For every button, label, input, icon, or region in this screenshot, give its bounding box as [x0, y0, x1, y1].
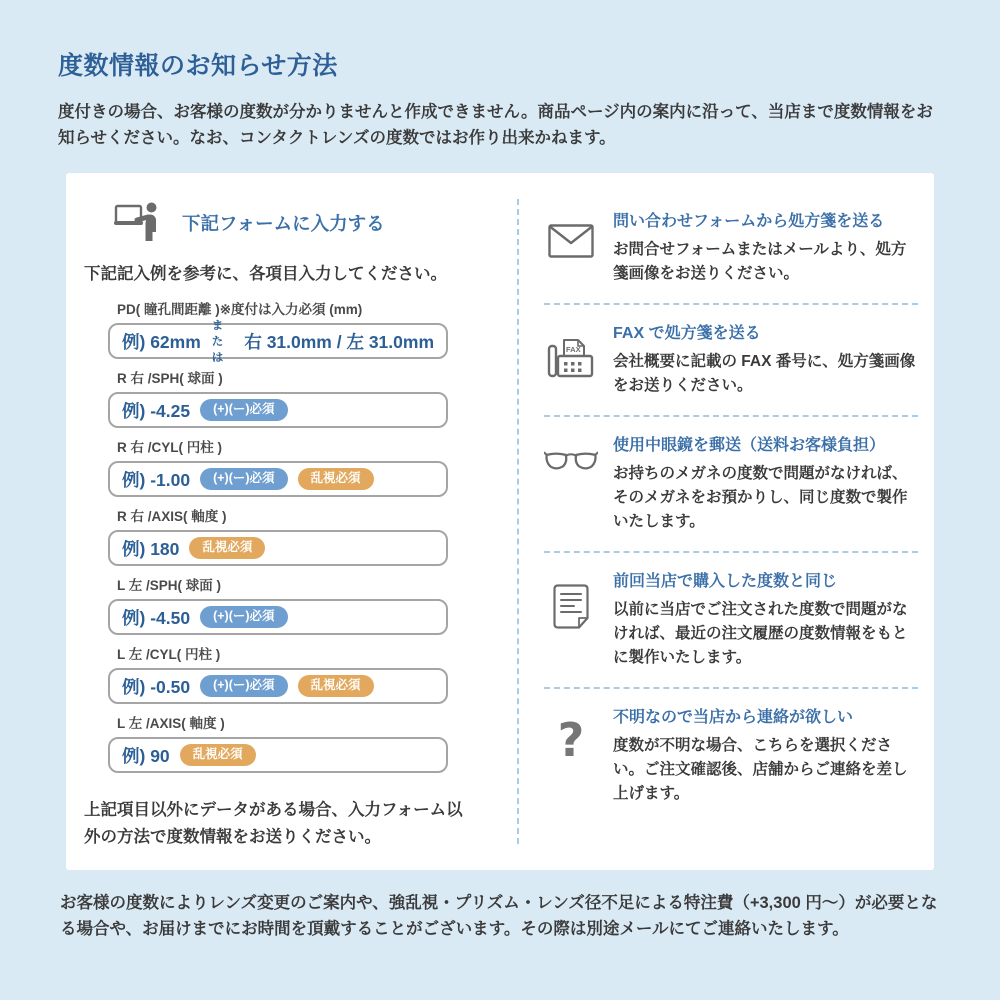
method-text — [613, 208, 918, 286]
plus-minus-required-badge: (+)(ー)必須 — [200, 468, 287, 490]
astigmatism-required-badge: 乱視必須 — [180, 744, 256, 766]
content-panel — [66, 173, 934, 870]
method-contact-form — [544, 193, 918, 303]
envelope-icon — [544, 208, 598, 286]
astigmatism-required-badge: 乱視必須 — [298, 675, 374, 697]
field-connector: または — [211, 320, 224, 365]
page-title: 度数情報のお知らせ方法 — [58, 52, 338, 80]
question-mark-icon: ? — [557, 713, 585, 768]
field-value: 例) -4.50 — [122, 607, 191, 628]
form-fields — [108, 298, 448, 773]
method-text — [613, 432, 918, 534]
method-title: 前回当店で購入した度数と同じ — [613, 573, 838, 591]
field-label-r-axis: R 右 /AXIS( 軸度 ) — [117, 509, 227, 525]
form-section-header — [84, 199, 476, 246]
method-text — [613, 704, 918, 806]
method-title: 不明なので当店から連絡が欲しい — [613, 709, 854, 727]
field-box-r-cyl — [108, 461, 448, 497]
form-section-title: 下記フォームに入力する — [182, 212, 385, 234]
field-box-l-cyl — [108, 668, 448, 704]
other-methods-column — [518, 173, 934, 870]
field-label-l-sph: L 左 /SPH( 球面 ) — [117, 578, 222, 594]
field-value: 例) 90 — [122, 745, 170, 766]
field-value: 例) -4.25 — [122, 400, 191, 421]
method-text — [613, 568, 918, 670]
field-value: 例) 180 — [122, 538, 180, 559]
field-label-l-axis: L 左 /AXIS( 軸度 ) — [117, 716, 225, 732]
method-title: 使用中眼鏡を郵送（送料お客様負担） — [613, 437, 886, 455]
method-body: お持ちのメガネの度数で問題がなければ、そのメガネをお預かりし、同じ度数で製作いたします。 — [613, 465, 908, 531]
method-text — [613, 320, 918, 398]
field-box-l-sph — [108, 599, 448, 635]
footer-notice: お客様の度数によりレンズ変更のご案内や、強乱視・プリズム・レンズ径不足による特注費（+3,300 円〜）が必要となる場合や、お届けまでにお時間を頂戴することがございます。その際は別途メールにてご連絡いたします。 — [60, 893, 938, 939]
field-box-l-axis — [108, 737, 448, 773]
method-mail-glasses — [544, 415, 918, 551]
plus-minus-required-badge: (+)(ー)必須 — [200, 675, 287, 697]
method-unknown-contact-me — [544, 687, 918, 823]
field-label-r-cyl: R 右 /CYL( 円柱 ) — [117, 440, 222, 456]
field-label-pd: PD( 瞳孔間距離 )※度付は入力必須 (mm) — [117, 302, 363, 318]
method-body: お問合せフォームまたはメールより、処方箋画像をお送りください。 — [613, 241, 907, 283]
method-body: 度数が不明な場合、こちらを選択ください。ご注文確認後、店舗からご連絡を差し上げます。 — [613, 737, 908, 803]
field-label-r-sph: R 右 /SPH( 球面 ) — [117, 371, 223, 387]
fax-icon — [544, 320, 598, 398]
svg-text:FAX: FAX — [566, 345, 581, 355]
astigmatism-required-badge: 乱視必須 — [298, 468, 374, 490]
field-label-l-cyl: L 左 /CYL( 円柱 ) — [117, 647, 221, 663]
intro-paragraph: 度付きの場合、お客様の度数が分かりませんと作成できません。商品ページ内の案内に沿って、当店まで度数情報をお知らせください。なお、コンタクトレンズの度数ではお作り出来かねます。 — [58, 103, 933, 147]
method-title: 問い合わせフォームから処方箋を送る — [613, 213, 885, 231]
method-title: FAX で処方箋を送る — [613, 325, 761, 343]
field-value: 例) -0.50 — [122, 676, 191, 697]
method-body: 会社概要に記載の FAX 番号に、処方箋画像をお送りください。 — [613, 353, 916, 395]
field-value-alt: 右 31.0mm / 左 31.0mm — [244, 331, 434, 352]
field-box-r-axis — [108, 530, 448, 566]
method-body: 以前に当店でご注文された度数で問題がなければ、最近の注文履歴の度数情報をもとに製作いたします。 — [613, 601, 908, 667]
form-example-column — [66, 173, 518, 870]
field-box-pd — [108, 320, 448, 365]
plus-minus-required-badge: (+)(ー)必須 — [200, 606, 287, 628]
glasses-icon — [544, 432, 598, 534]
presenter-at-screen-icon — [114, 199, 162, 246]
form-note: 上記項目以外にデータがある場合、入力フォーム以外の方法で度数情報をお送りください。 — [84, 801, 463, 846]
field-value: 例) 62mm — [122, 331, 201, 352]
astigmatism-required-badge: 乱視必須 — [189, 537, 265, 559]
document-icon — [544, 568, 598, 670]
method-same-as-previous — [544, 551, 918, 687]
field-value: 例) -1.00 — [122, 469, 191, 490]
form-instruction: 下記記入例を参考に、各項目入力してください。 — [84, 265, 447, 284]
field-box-r-sph — [108, 392, 448, 428]
vertical-dashed-divider — [517, 199, 519, 844]
plus-minus-required-badge: (+)(ー)必須 — [200, 399, 287, 421]
method-fax — [544, 303, 918, 415]
